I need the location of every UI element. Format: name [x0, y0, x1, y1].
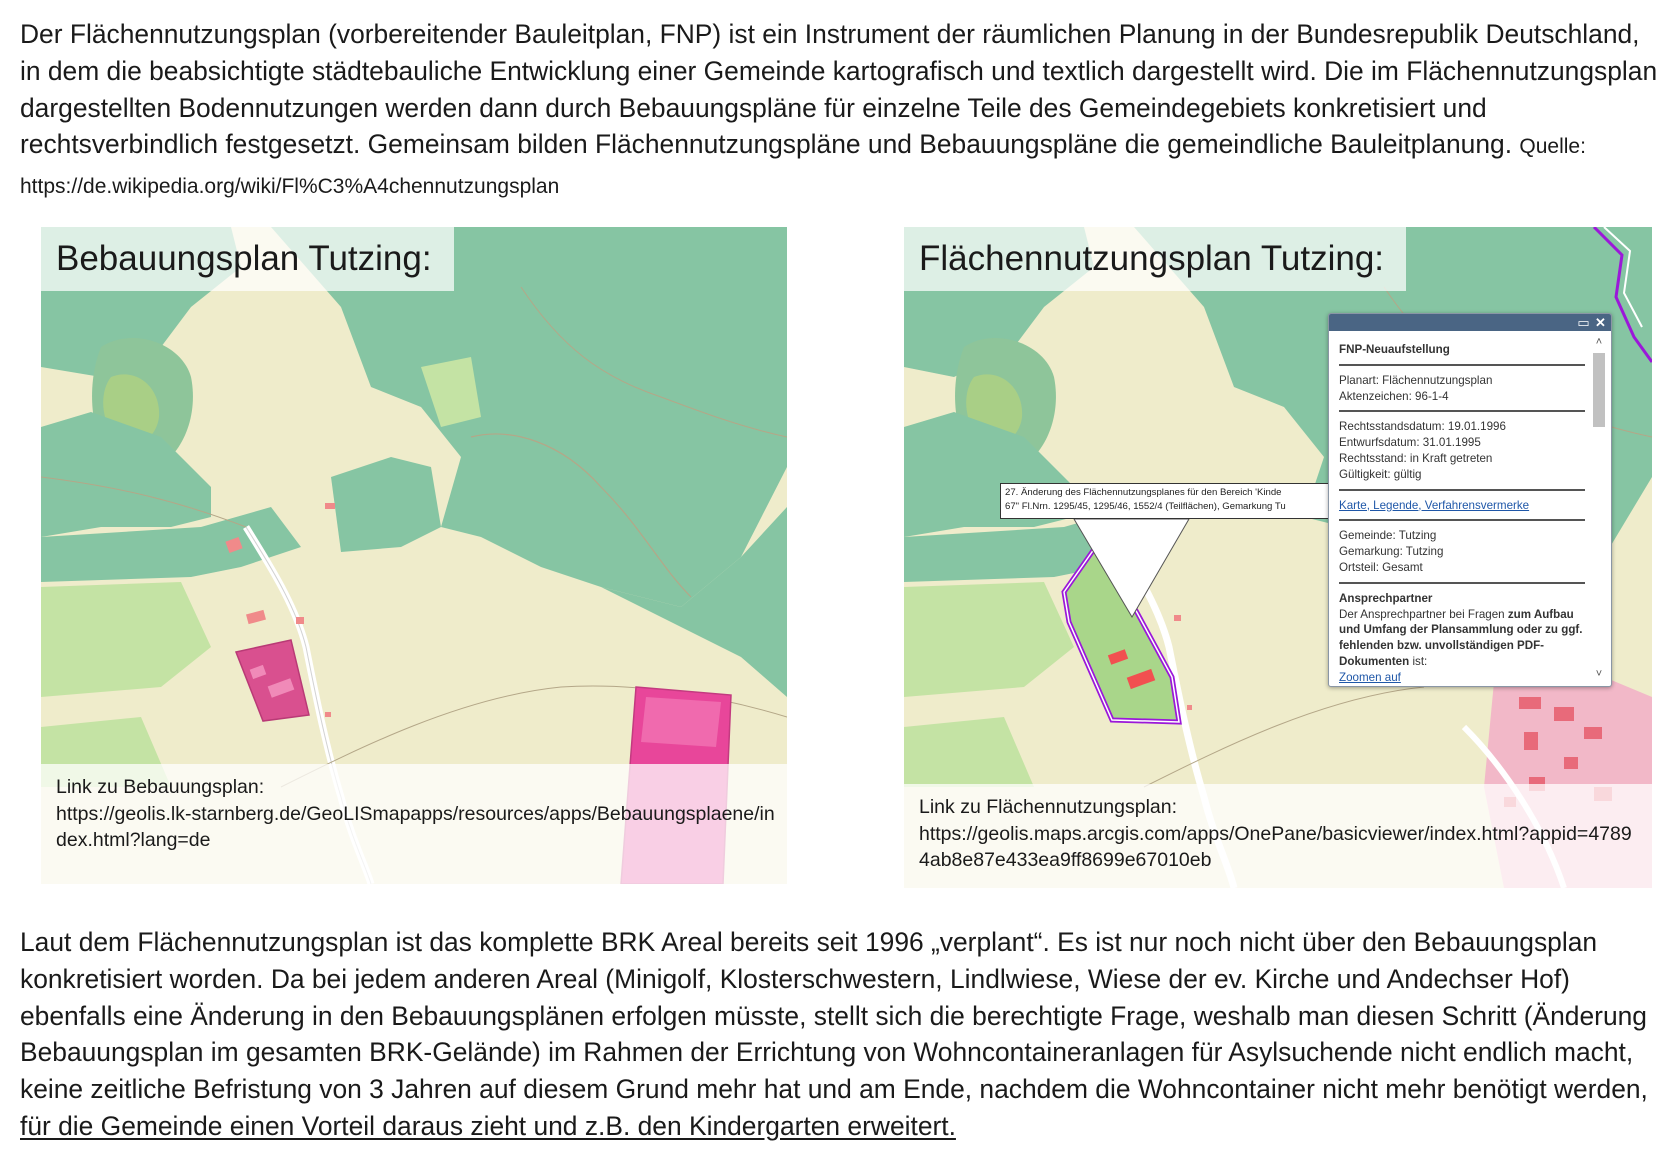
popup-rechtsstandsdatum: Rechtsstandsdatum: 19.01.1996: [1339, 420, 1506, 434]
close-icon[interactable]: ✕: [1595, 315, 1606, 330]
bebauungsplan-link-label: Link zu Bebauungsplan:: [56, 776, 265, 798]
outro-paragraph: [20, 924, 1660, 1145]
intro-paragraph: [20, 16, 1660, 206]
popup-karte-link[interactable]: Karte, Legende, Verfahrensvermerke: [1339, 498, 1530, 512]
popup-contact-bold: zum Aufbau und Umfang der Plansammlung oder zu ggf. fehlenden bzw. unvollständigen PDF-Dokumenten: [1339, 607, 1583, 668]
popup-entwurfsdatum: Entwurfsdatum: 31.01.1995: [1339, 436, 1481, 450]
popup-ortsteil: Ortsteil: Gesamt: [1339, 560, 1423, 574]
outro-text: Laut dem Flächennutzungsplan ist das komplette BRK Areal bereits seit 1996 „verplant“. Es ist nur noch nicht über den Bebauungsplan konkretisiert worden. Da bei jedem anderen Areal (Minigolf, Klosterschwestern, Lindlwiese, Wiese der ev. Kirche und Andechser Hof) ebenfalls eine Änderung in den Bebauungsplänen erfolgen müsste, stellt sich die berechtigte Frage, weshalb man diesen Schritt (Änderung Bebauungsplan im gesamten BRK-Gelände) im Rahmen der Errichtung von Wohncontaineranlagen für Asylsuchende nicht endlich macht, keine zeitliche Befristung von 3 Jahren auf diesem Grund mehr hat und am Ende, nachdem die Wohncontainer nicht mehr benötigt werden,: [20, 927, 1648, 1105]
popup-section-plan: [1339, 364, 1585, 405]
fnp-info-popup: [1328, 313, 1612, 687]
flaechennutzungsplan-title: Flächennutzungsplan Tutzing:: [904, 227, 1406, 291]
popup-gemeinde: Gemeinde: Tutzing: [1339, 529, 1437, 543]
popup-zoom-link[interactable]: Zoomen auf: [1339, 670, 1401, 684]
popup-title: FNP-Neuaufstellung: [1339, 343, 1450, 356]
popup-section-link: [1339, 489, 1585, 514]
popup-contact-text-2: ist:: [1409, 654, 1428, 668]
source-citation: Quelle: https://de.wikipedia.org/wiki/Fl%C3%A4chennutzungsplan: [20, 135, 1586, 199]
intro-text: Der Flächennutzungsplan (vorbereitender Bauleitplan, FNP) ist ein Instrument der räumlichen Planung in der Bundesrepublik Deutschland, in dem die beabsichtigte städtebauliche Entwicklung einer Gemeinde kartografisch und textlich dargestellt wird. Die im Flächennutzungsplan dargestellten Bodennutzungen werden dann durch Bebauungspläne für einzelne Teile des Gemeindegebiets konkretisiert und rechtsverbindlich festgesetzt. Gemeinsam bilden Flächennutzungspläne und Bebauungspläne die gemeindliche Bauleitplanung.: [20, 19, 1658, 160]
popup-planart: Planart: Flächennutzungsplan: [1339, 373, 1493, 387]
flaechennutzungsplan-link-url[interactable]: https://geolis.maps.arcgis.com/apps/OnePane/basicviewer/index.html?appid=47894ab8e87e433ea9ff8699e67010eb: [919, 822, 1632, 871]
popup-contact-text: [1339, 607, 1585, 670]
bebauungsplan-map[interactable]: [41, 227, 787, 884]
flaechennutzungsplan-link-box: [904, 784, 1652, 888]
flaechennutzungsplan-link-label: Link zu Flächennutzungsplan:: [919, 796, 1178, 818]
popup-scrollbar-thumb[interactable]: [1593, 353, 1605, 427]
fnp-tooltip-line-2: 67" Fl.Nrn. 1295/45, 1295/46, 1552/4 (Teilflächen), Gemarkung Tu: [1005, 501, 1286, 512]
popup-section-dates: [1339, 410, 1585, 482]
popup-header-bar: [1329, 314, 1611, 331]
popup-section-contact: [1339, 582, 1585, 686]
scroll-up-icon[interactable]: ˄: [1595, 336, 1603, 348]
maximize-icon[interactable]: ▭: [1577, 315, 1590, 330]
popup-gueltigkeit: Gültigkeit: gültig: [1339, 467, 1422, 481]
bebauungsplan-link-box: [41, 764, 787, 884]
fnp-tooltip-line-1: 27. Änderung des Flächennutzungsplanes für den Bereich 'Kinde: [1005, 487, 1282, 498]
popup-body: [1339, 342, 1585, 686]
bebauungsplan-link-url[interactable]: https://geolis.lk-starnberg.de/GeoLISmapapps/resources/apps/Bebauungsplaene/index.html?lang=de: [56, 802, 775, 851]
popup-contact-text-1: Der Ansprechpartner bei Fragen: [1339, 607, 1508, 621]
popup-rechtsstand: Rechtsstand: in Kraft getreten: [1339, 451, 1493, 465]
flaechennutzungsplan-map[interactable]: [904, 227, 1652, 888]
scroll-down-icon[interactable]: ˅: [1595, 668, 1603, 680]
bebauungsplan-title: Bebauungsplan Tutzing:: [41, 227, 454, 291]
popup-gemarkung: Gemarkung: Tutzing: [1339, 545, 1444, 559]
popup-contact-heading: Ansprechpartner: [1339, 591, 1433, 605]
popup-section-location: [1339, 519, 1585, 575]
outro-underlined: für die Gemeinde einen Vorteil daraus zieht und z.B. den Kindergarten erweitert.: [20, 1110, 956, 1141]
fnp-tooltip: [1000, 483, 1336, 519]
popup-aktenzeichen: Aktenzeichen: 96-1-4: [1339, 389, 1449, 403]
